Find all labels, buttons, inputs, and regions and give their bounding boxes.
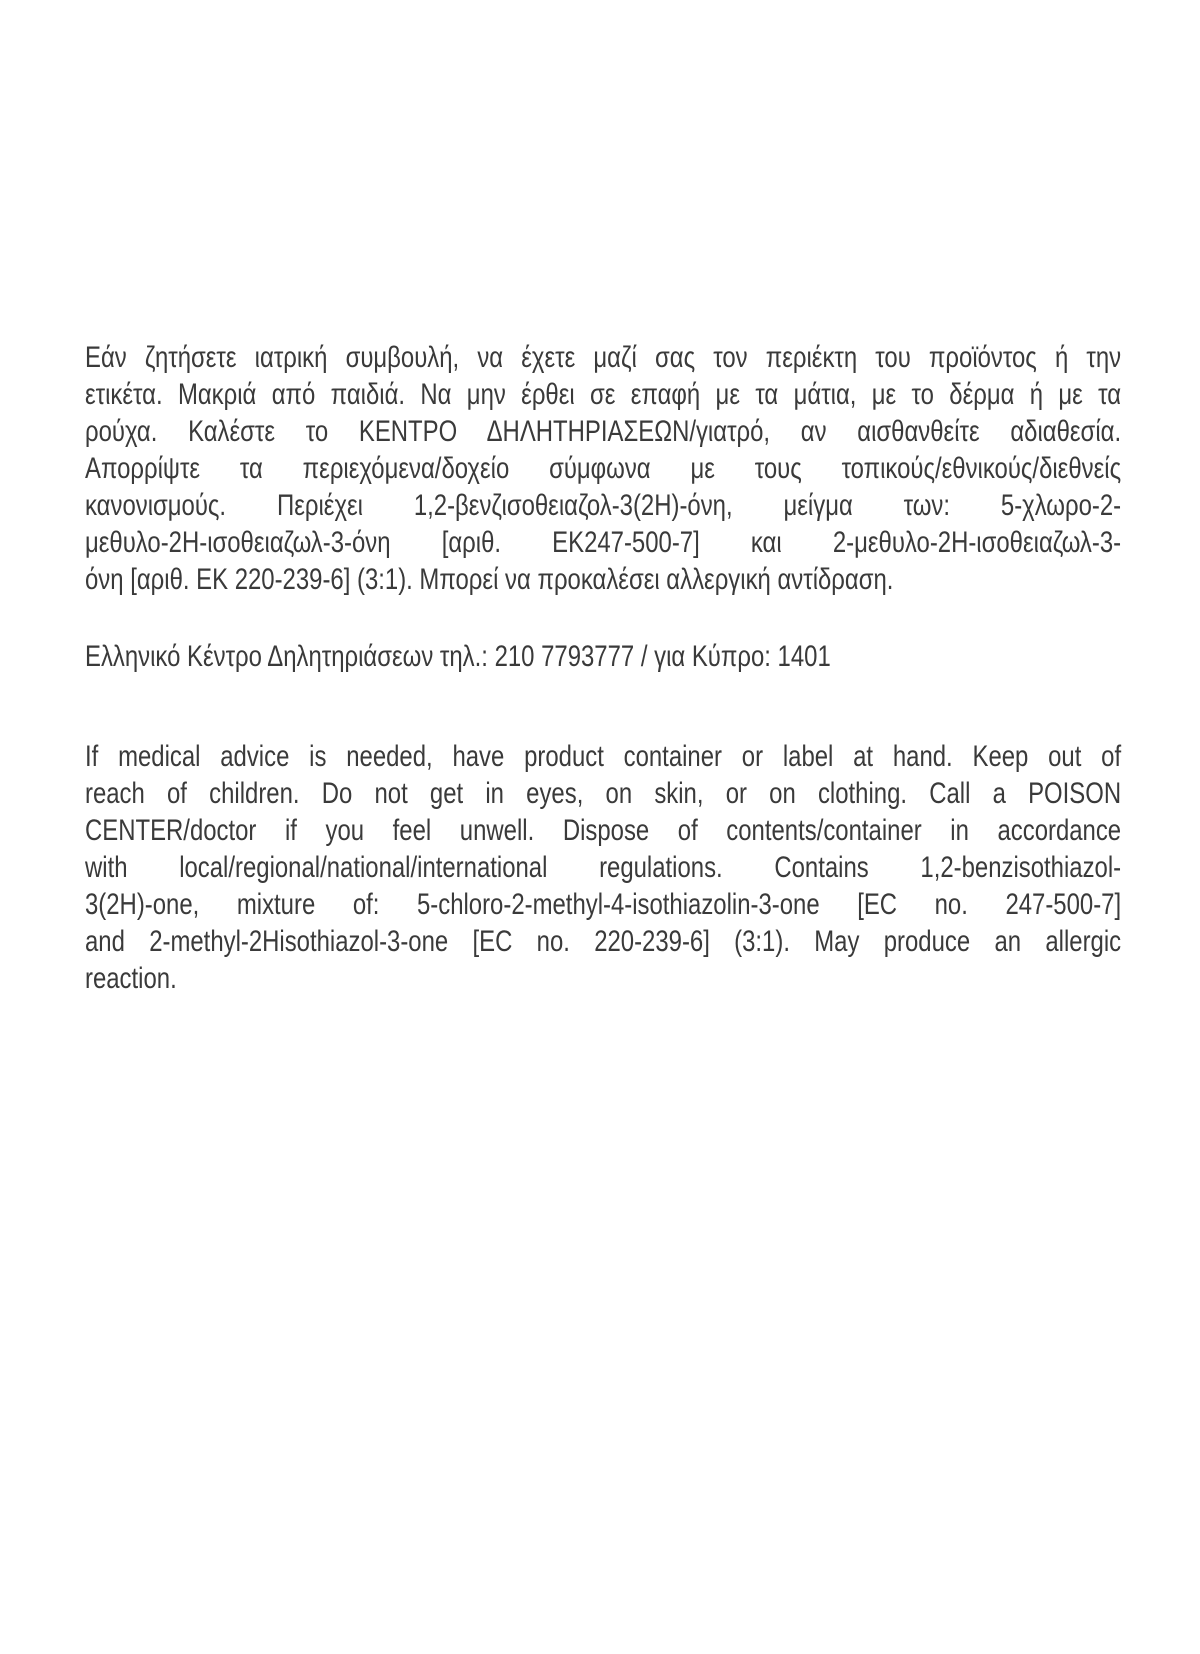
english-warning-paragraph bbox=[85, 738, 1121, 997]
english-line-5: 3(2H)-one, mixture of: 5-chloro-2-methyl-4-isothiazolin-3-one [EC no. 247-500-7] bbox=[85, 888, 1122, 921]
poison-center-phone-line: Ελληνικό Κέντρο Δηλητηριάσεων τηλ.: 210 7793777 / για Κύπρο: 1401 bbox=[85, 640, 831, 673]
english-line-1: If medical advice is needed, have product container or label at hand. Keep out of bbox=[85, 740, 1122, 773]
english-line-3: CENTER/doctor if you feel unwell. Dispose of contents/container in accordance bbox=[85, 814, 1122, 847]
greek-line-4: Απορρίψτε τα περιεχόμενα/δοχείο σύμφωνα με τους τοπικούς/εθνικούς/διεθνείς bbox=[85, 452, 1122, 485]
greek-line-5: κανονισμούς. Περιέχει 1,2-βενζισοθειαζολ-3(2H)-όνη, μείγμα των: 5-χλωρο-2- bbox=[85, 489, 1122, 522]
greek-line-2: ετικέτα. Μακριά από παιδιά. Να μην έρθει σε επαφή με τα μάτια, με το δέρμα ή με τα bbox=[85, 378, 1122, 411]
greek-line-6: μεθυλο-2H-ισοθειαζωλ-3-όνη [αριθ. ΕΚ247-500-7] και 2-μεθυλο-2H-ισοθειαζωλ-3- bbox=[85, 526, 1122, 559]
english-line-7: reaction. bbox=[85, 962, 177, 995]
greek-line-7: όνη [αριθ. ΕΚ 220-239-6] (3:1). Μπορεί να προκαλέσει αλλεργική αντίδραση. bbox=[85, 563, 894, 596]
greek-line-1: Εάν ζητήσετε ιατρική συμβουλή, να έχετε μαζί σας τον περιέκτη του προϊόντος ή την bbox=[85, 341, 1122, 374]
greek-line-3: ρούχα. Καλέστε το ΚΕΝΤΡΟ ΔΗΛΗΤΗΡΙΑΣΕΩΝ/γιατρό, αν αισθανθείτε αδιαθεσία. bbox=[85, 415, 1122, 448]
english-line-4: with local/regional/national/international regulations. Contains 1,2-benzisothiazol- bbox=[85, 851, 1122, 884]
greek-warning-paragraph bbox=[85, 339, 1121, 598]
label-text-content bbox=[85, 339, 1121, 997]
english-line-2: reach of children. Do not get in eyes, on skin, or on clothing. Call a POISON bbox=[85, 777, 1122, 810]
english-line-6: and 2-methyl-2Hisothiazol-3-one [EC no. 220-239-6] (3:1). May produce an allergic bbox=[85, 925, 1122, 958]
